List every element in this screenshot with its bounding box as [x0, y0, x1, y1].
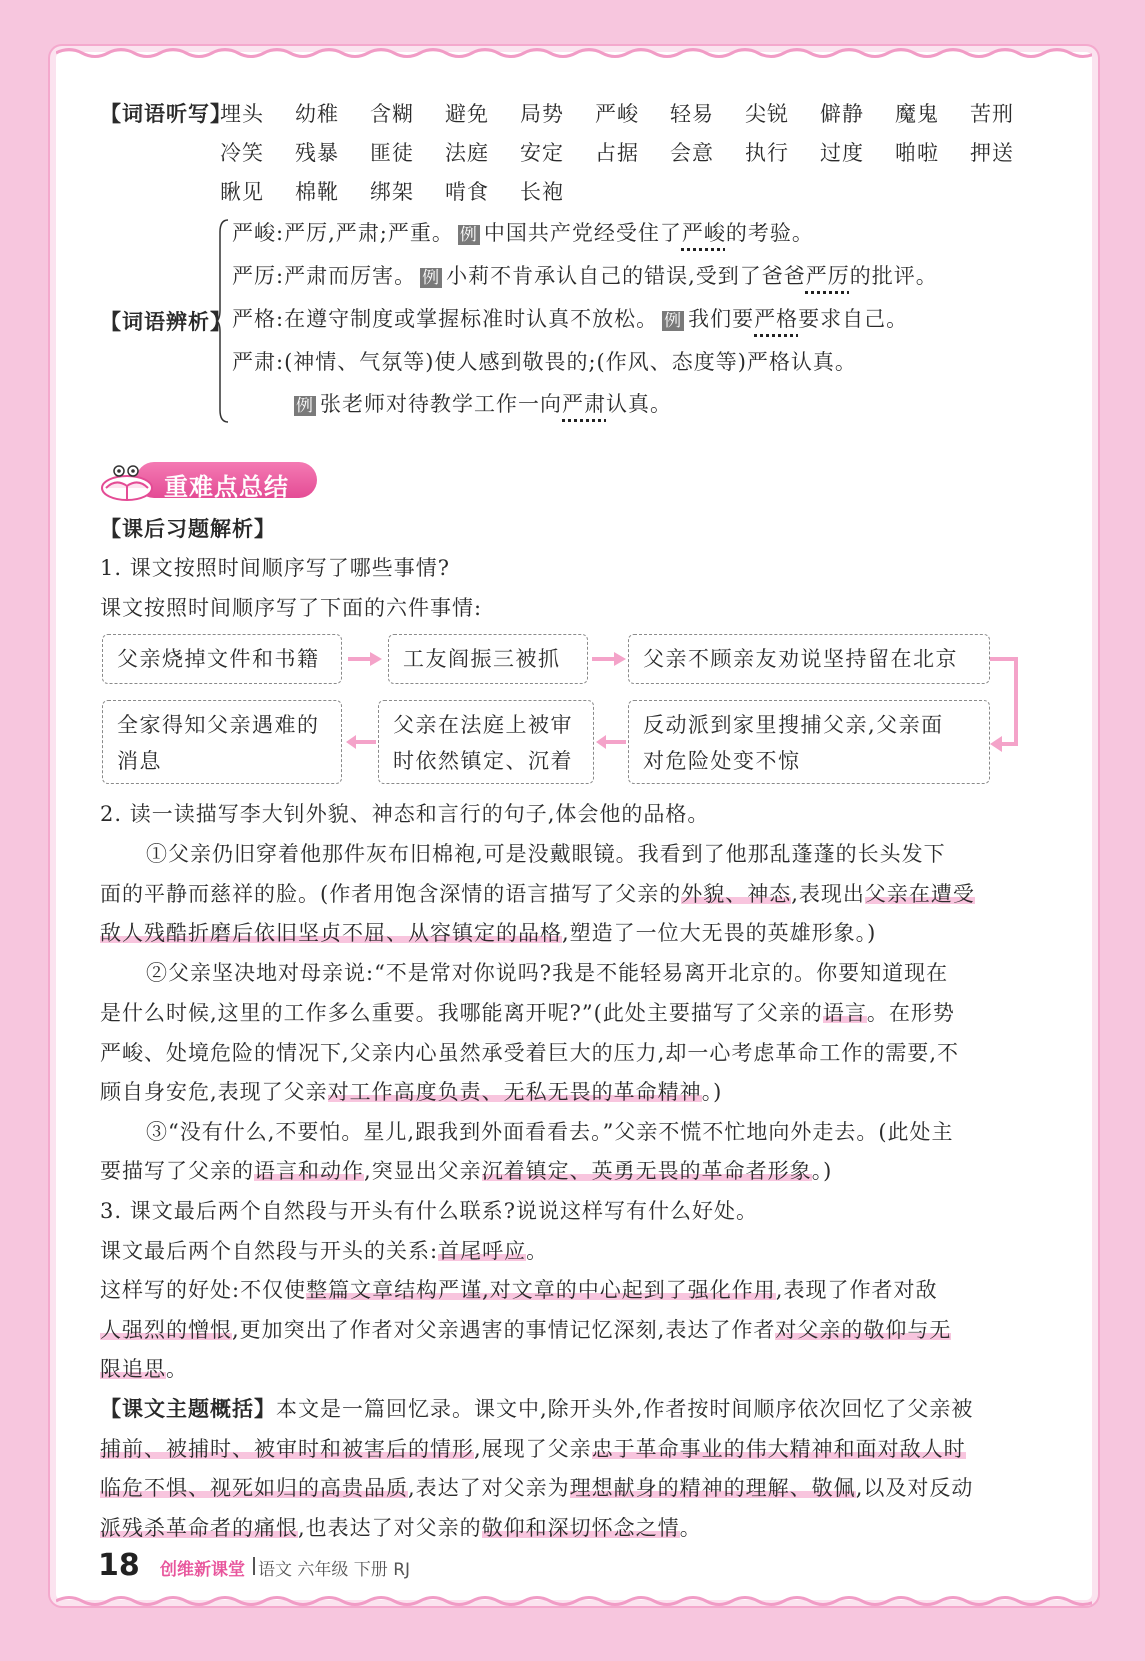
flow-box-2: 工友阎振三被抓 [388, 634, 588, 684]
vocab-word: 瞅见 [220, 180, 264, 204]
vocab-row-2 [220, 139, 1045, 167]
benefit-line-2: 人强烈的憎恨,更加突出了作者对父亲遇害的事情记忆深刻,表达了作者对父亲的敬仰与无 [100, 1318, 952, 1342]
vocab-word: 残暴 [295, 141, 339, 165]
benefit-line-3: 限追思。 [100, 1357, 188, 1381]
vocab-word: 长袍 [520, 180, 564, 204]
vocab-word: 尖锐 [745, 102, 789, 126]
answer-3: 课文最后两个自然段与开头的关系:首尾呼应。 [100, 1239, 549, 1263]
curly-brace [216, 218, 230, 424]
open-book-icon [100, 458, 154, 502]
question-2: 2. 读一读描写李大钊外貌、神态和言行的句子,体会他的品格。 [100, 802, 710, 826]
para-2-line-2: 是什么时候,这里的工作多么重要。我哪能离开呢?”(此处主要描写了父亲的语言。在形势 [100, 1001, 955, 1025]
vocab-word: 避免 [445, 102, 489, 126]
theme-heading: 【课文主题概括】 [100, 1397, 276, 1421]
vocab-word: 占据 [595, 141, 639, 165]
exercise-heading: 【课后习题解析】 [100, 517, 276, 541]
vocab-row-1 [220, 100, 1045, 128]
wavy-border-top [56, 46, 1092, 60]
flow-box-3: 父亲不顾亲友劝说坚持留在北京 [628, 634, 990, 684]
vocab-word: 僻静 [820, 102, 864, 126]
vocab-heading: 【词语听写】 [100, 102, 232, 126]
vocab-word: 冷笑 [220, 141, 264, 165]
vocab-word: 轻易 [670, 102, 714, 126]
para-3-line-1: ③“没有什么,不要怕。星儿,跟我到外面看看去。”父亲不慌不忙地向外走去。(此处主 [146, 1120, 954, 1144]
flow-box-5: 父亲在法庭上被审 时依然镇定、沉着 [378, 700, 594, 784]
example-mark: 例 [422, 268, 441, 288]
vocab-word: 苦刑 [970, 102, 1014, 126]
vocab-word: 过度 [820, 141, 864, 165]
vocab-word: 安定 [520, 141, 564, 165]
vocab-word: 押送 [970, 141, 1014, 165]
vocab-word: 啃食 [445, 180, 489, 204]
para-2-line-4: 顾自身安危,表现了父亲对工作高度负责、无私无畏的革命精神。) [100, 1080, 723, 1104]
arrow-left-icon [346, 733, 376, 751]
arrow-left-icon [596, 733, 626, 751]
vocab-word: 含糊 [370, 102, 414, 126]
question-3: 3. 课文最后两个自然段与开头有什么联系?说说这样写有什么好处。 [100, 1199, 758, 1223]
wavy-border-bottom [56, 1594, 1092, 1608]
theme-line-4: 派残杀革命者的痛恨,也表达了对父亲的敬仰和深切怀念之情。 [100, 1516, 702, 1540]
vocab-word: 魔鬼 [895, 102, 939, 126]
section-banner [100, 458, 317, 502]
analysis-item-2: 严厉:严肃而厉害。 例 小莉不肯承认自己的错误,受到了爸爸严厉的批评。 [232, 264, 938, 288]
vocab-word: 局势 [520, 102, 564, 126]
para-3-line-2: 要描写了父亲的语言和动作,突显出父亲沉着镇定、英勇无畏的革命者形象。) [100, 1159, 833, 1183]
analysis-item-4: 严肃:(神情、气氛等)使人感到敬畏的;(作风、态度等)严格认真。 [232, 350, 857, 374]
analysis-item-4-example: 例 张老师对待教学工作一向严肃认真。 [296, 392, 672, 416]
arrow-right-icon [348, 650, 382, 668]
para-2-line-1: ②父亲坚决地对母亲说:“不是常对你说吗?我是不能轻易离开北京的。你要知道现在 [146, 961, 949, 985]
vocab-word: 幼稚 [295, 102, 339, 126]
vocab-word: 棉靴 [295, 180, 339, 204]
benefit-line-1: 这样写的好处:不仅使整篇文章结构严谨,对文章的中心起到了强化作用,表现了作者对敌 [100, 1278, 938, 1302]
vocab-word: 严峻 [595, 102, 639, 126]
flow-box-6: 反动派到家里搜捕父亲,父亲面 对危险处变不惊 [628, 700, 990, 784]
analysis-item-3: 严格:在遵守制度或掌握标准时认真不放松。 例 我们要严格要求自己。 [232, 307, 909, 331]
arrow-right-icon [592, 650, 626, 668]
para-1-line-1: ①父亲仍旧穿着他那件灰布旧棉袍,可是没戴眼镜。我看到了他那乱蓬蓬的长头发下 [146, 842, 946, 866]
footer-brand: 创维新课堂 [160, 1560, 245, 1580]
example-mark: 例 [664, 311, 683, 331]
flow-box-1: 父亲烧掉文件和书籍 [102, 634, 342, 684]
analysis-heading: 【词语辨析】 [100, 310, 232, 334]
example-mark: 例 [296, 396, 314, 416]
example-mark: 例 [459, 225, 478, 245]
para-1-line-3: 敌人残酷折磨后依旧坚贞不屈、从容镇定的品格,塑造了一位大无畏的英雄形象。) [100, 921, 877, 945]
para-1-line-2: 面的平静而慈祥的脸。(作者用饱含深情的语言描写了父亲的外貌、神态,表现出父亲在遭受 [100, 882, 975, 906]
page-number: 18 [98, 1548, 140, 1583]
question-1: 1. 课文按照时间顺序写了哪些事情? [100, 556, 450, 580]
vocab-word: 绑架 [370, 180, 414, 204]
theme-line-2: 捕前、被捕时、被审时和被害后的情形,展现了父亲忠于革命事业的伟大精神和面对敌人时 [100, 1437, 966, 1461]
vocab-word: 匪徒 [370, 141, 414, 165]
vocab-word: 法庭 [445, 141, 489, 165]
vocab-word: 啪啦 [895, 141, 939, 165]
vocab-word: 会意 [670, 141, 714, 165]
flow-box-4: 全家得知父亲遇难的 消息 [102, 700, 342, 784]
vocab-word: 执行 [745, 141, 789, 165]
arrow-down-turn-icon [990, 656, 1020, 756]
theme-line-3: 临危不惧、视死如归的高贵品质,表达了对父亲为理想献身的精神的理解、敬佩,以及对反动 [100, 1476, 974, 1500]
footer-divider [253, 1557, 255, 1575]
banner-label: 重难点总结 [164, 473, 289, 501]
footer-subject: 语文 六年级 下册 RJ [258, 1560, 411, 1580]
theme-line-1: 【课文主题概括】本文是一篇回忆录。课文中,除开头外,作者按时间顺序依次回忆了父亲被 [100, 1397, 974, 1421]
vocab-row-3 [220, 178, 595, 206]
answer-1: 课文按照时间顺序写了下面的六件事情: [100, 596, 483, 620]
analysis-item-1: 严峻:严厉,严肃;严重。 例 中国共产党经受住了严峻的考验。 [232, 221, 814, 245]
para-2-line-3: 严峻、处境危险的情况下,父亲内心虽然承受着巨大的压力,却一心考虑革命工作的需要,不 [100, 1041, 960, 1065]
vocab-word: 埋头 [220, 102, 264, 126]
